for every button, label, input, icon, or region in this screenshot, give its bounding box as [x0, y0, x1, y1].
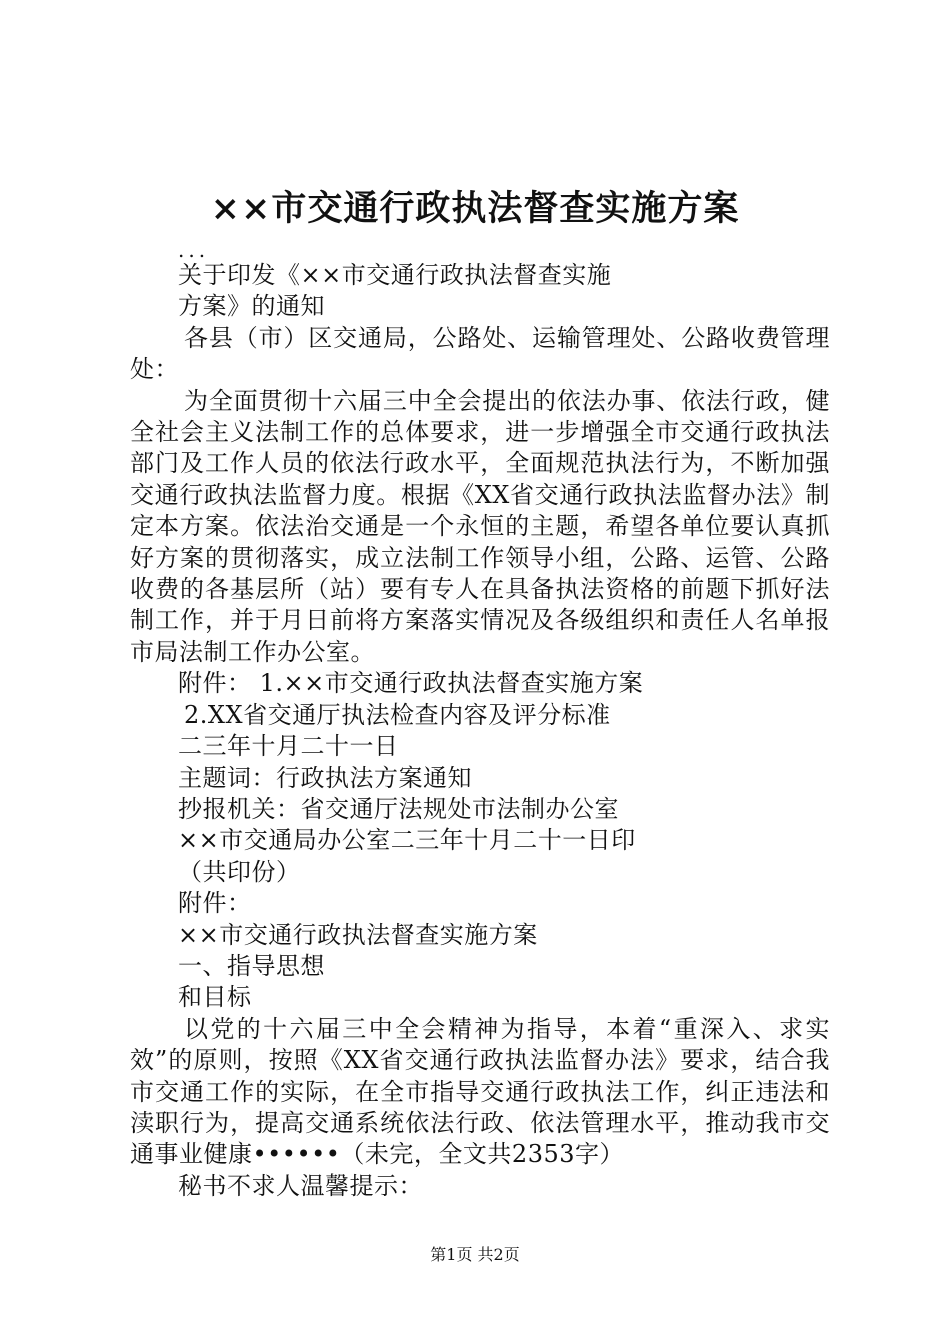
- tip-line: 秘书不求人温馨提示：: [178, 1171, 423, 1200]
- issue-date: 二三年十月二十一日: [178, 732, 399, 761]
- recipients-line: 各县（市）区交通局，公路处、运输管理处、公路收费管理处：: [130, 323, 830, 384]
- section-heading-line-1: 一、指导思想: [178, 951, 325, 980]
- document-body: [130, 240, 830, 1202]
- notice-title-line-2: 方案》的通知: [178, 292, 325, 321]
- printed-by-line: ××市交通局办公室二三年十月二十一日印: [178, 826, 636, 855]
- attachment-item-2: 2.XX省交通厅执法检查内容及评分标准: [184, 700, 611, 729]
- main-paragraph-1: 为全面贯彻十六届三中全会提出的依法办事、依法行政，健全社会主义法制工作的总体要求，进一步增强全市交通行政执法部门及工作人员的依法行政水平，全面规范执法行为，不断加强交通行政执法监督力度。根据《XX省交通行政执法监督办法》制定本方案。依法治交通是一个永恒的主题，希望各单位要认真抓好方案的贯彻落实，成立法制工作领导小组，公路、运管、公路收费的各基层所（站）要有专人在具备执法资格的前题下抓好法制工作，并于月日前将方案落实情况及各级组织和责任人名单报市局法制工作办公室。: [130, 386, 830, 666]
- ellipsis-marker: ...: [178, 238, 210, 262]
- document-title: ××市交通行政执法督查实施方案: [210, 188, 740, 229]
- attachment-title: ××市交通行政执法督查实施方案: [178, 920, 538, 949]
- main-paragraph-2: 以党的十六届三中全会精神为指导，本着“重深入、求实效”的原则，按照《XX省交通行政执法监督办法》要求，结合我市交通工作的实际，在全市指导交通行政执法工作，纠正违法和渎职行为，提高交通系统依法行政、依法管理水平，推动我市交通事业健康••••••（未完，全文共2353字）: [130, 1014, 830, 1169]
- notice-title-line-1: 关于印发《××市交通行政执法督查实施: [178, 261, 612, 289]
- section-heading-line-2: 和目标: [178, 983, 252, 1012]
- page-footer: 第1页 共2页: [430, 1245, 520, 1264]
- attachment-item-1: 附件： 1.××市交通行政执法督查实施方案: [178, 669, 644, 698]
- copies-line: （共印份）: [178, 857, 301, 886]
- cc-line: 抄报机关：省交通厅法规处市法制办公室: [178, 794, 619, 823]
- subject-words: 主题词：行政执法方案通知: [178, 763, 472, 792]
- attachment-label: 附件：: [178, 889, 252, 918]
